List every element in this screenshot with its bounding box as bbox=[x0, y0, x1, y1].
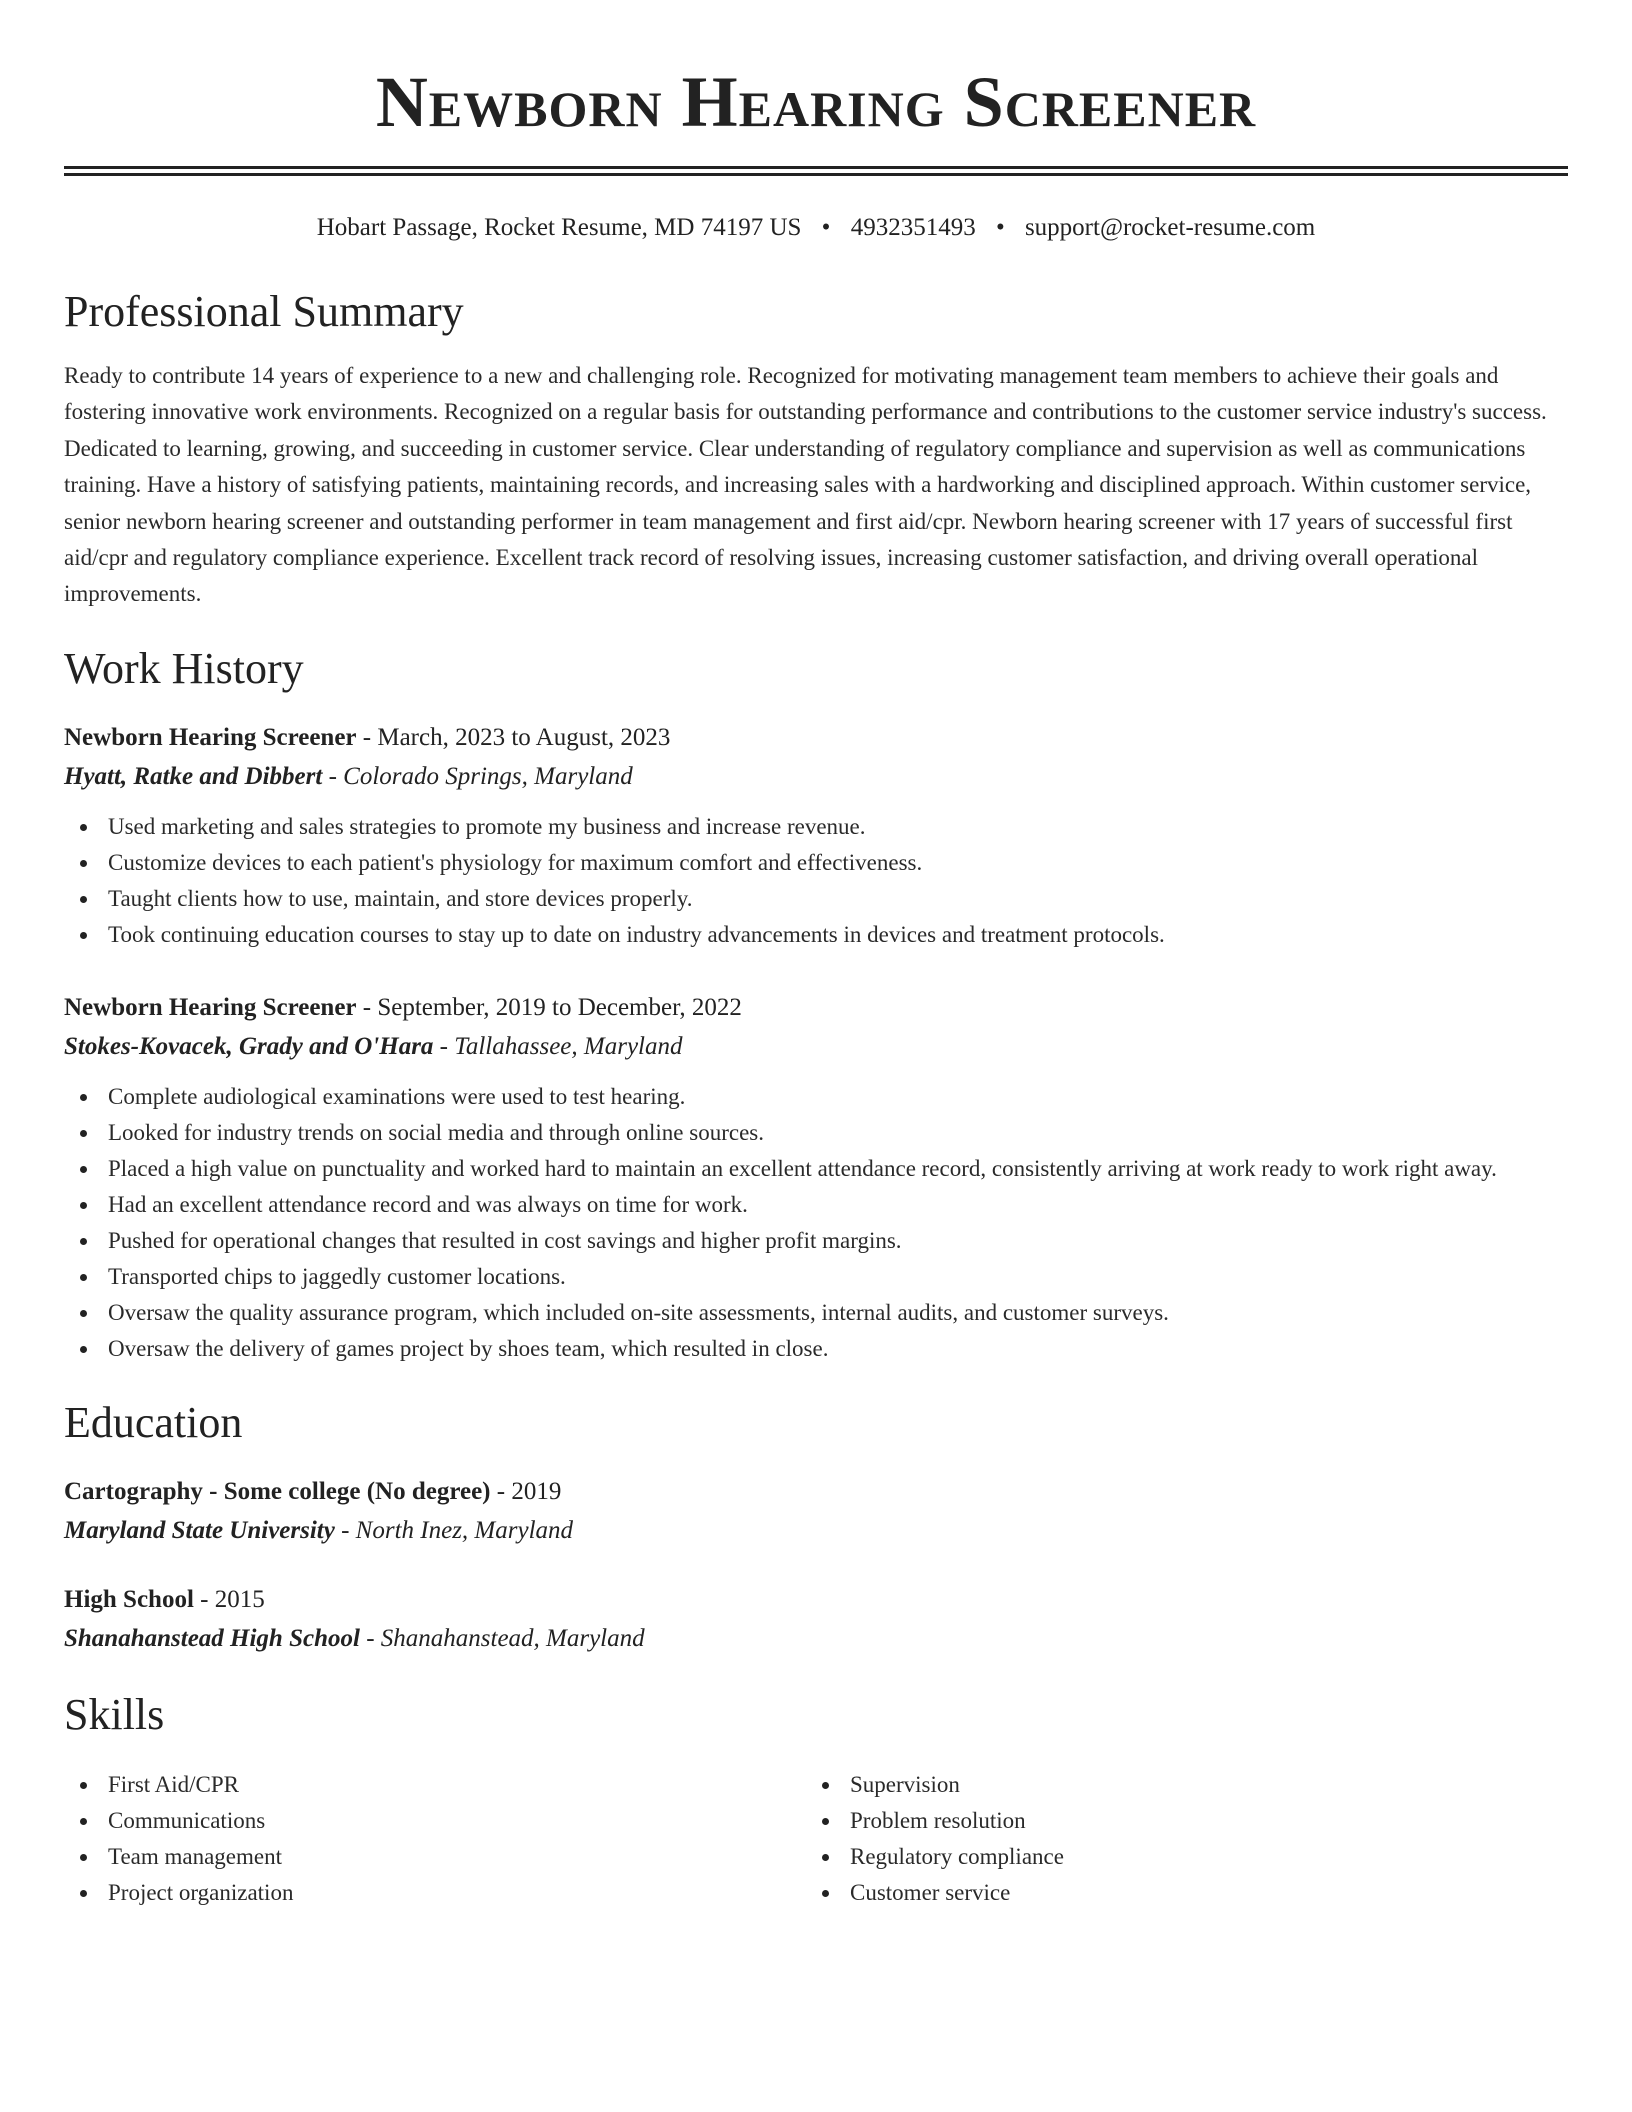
job-dates: - March, 2023 to August, 2023 bbox=[356, 723, 671, 751]
education-entry bbox=[64, 1473, 1568, 1551]
skill-item: Project organization bbox=[64, 1875, 806, 1911]
candidate-name: Newborn Hearing Screener bbox=[375, 62, 1257, 142]
job-company: Stokes-Kovacek, Grady and O'Hara bbox=[64, 1032, 434, 1060]
job-role: Newborn Hearing Screener bbox=[64, 993, 357, 1021]
skill-item: Customer service bbox=[806, 1875, 1548, 1911]
list-item: Had an excellent attendance record and was always on time for work. bbox=[64, 1187, 1568, 1223]
list-item: Transported chips to jaggedly customer locations. bbox=[64, 1259, 1568, 1295]
summary-text: Ready to contribute 14 years of experience to a new and challenging role. Recognized for motivating management team members to achieve their goals and fostering innovative work environments. Recognized on a regular basis for outstanding performance and contributions to the customer service industry's success. Dedicated to learning, growing, and succeeding in customer service. Clear understanding of regulatory compliance and supervision as well as communications training. Have a history of satisfying patients, maintaining records, and increasing sales with a hardworking and disciplined approach. Within customer service, senior newborn hearing screener and outstanding performer in team management and first aid/cpr. Newborn hearing screener with 17 years of successful first aid/cpr and regulatory compliance experience. Excellent track record of resolving issues, increasing customer satisfaction, and driving overall operational improvements. bbox=[64, 363, 1547, 607]
list-item: Customize devices to each patient's physiology for maximum comfort and effectiveness. bbox=[64, 845, 1568, 881]
list-item: Complete audiological examinations were used to test hearing. bbox=[64, 1079, 1568, 1115]
education-heading: Education bbox=[64, 1397, 243, 1447]
education-degree: Cartography - Some college (No degree) bbox=[64, 1477, 491, 1505]
list-item: Took continuing education courses to stay up to date on industry advancements in devices and treatment protocols. bbox=[64, 917, 1568, 953]
education-location: - Shanahanstead, Maryland bbox=[359, 1624, 645, 1652]
skill-item: Supervision bbox=[806, 1767, 1548, 1803]
skill-item: Team management bbox=[64, 1839, 806, 1875]
job-location: - Colorado Springs, Maryland bbox=[322, 762, 633, 790]
job-role-line bbox=[64, 989, 1568, 1027]
skill-item: Problem resolution bbox=[806, 1803, 1548, 1839]
skills-grid bbox=[64, 1755, 1568, 1911]
job-bullets bbox=[64, 1079, 1568, 1367]
job-dates: - September, 2019 to December, 2022 bbox=[356, 993, 742, 1021]
education-school-line bbox=[64, 1619, 1568, 1659]
education-year: - 2015 bbox=[193, 1585, 265, 1613]
education-entry bbox=[64, 1581, 1568, 1659]
job-role: Newborn Hearing Screener bbox=[64, 723, 357, 751]
education-school: Maryland State University bbox=[64, 1516, 335, 1544]
list-item: Used marketing and sales strategies to promote my business and increase revenue. bbox=[64, 809, 1568, 845]
skill-item: Communications bbox=[64, 1803, 806, 1839]
job-location: - Tallahassee, Maryland bbox=[433, 1032, 683, 1060]
contact-address: Hobart Passage, Rocket Resume, MD 74197 US bbox=[316, 214, 802, 241]
contact-separator: • bbox=[821, 214, 831, 241]
list-item: Pushed for operational changes that resulted in cost savings and higher profit margins. bbox=[64, 1223, 1568, 1259]
job-company-line bbox=[64, 757, 1568, 797]
education-school: Shanahanstead High School bbox=[64, 1624, 360, 1652]
list-item: Oversaw the quality assurance program, which included on-site assessments, internal audits, and customer surveys. bbox=[64, 1295, 1568, 1331]
work-history-heading: Work History bbox=[64, 643, 304, 693]
skill-item: First Aid/CPR bbox=[64, 1767, 806, 1803]
contact-line bbox=[64, 212, 1568, 244]
summary-heading: Professional Summary bbox=[64, 287, 464, 336]
education-location: - North Inez, Maryland bbox=[334, 1516, 574, 1544]
skills-heading: Skills bbox=[64, 1689, 165, 1739]
list-item: Placed a high value on punctuality and worked hard to maintain an excellent attendance record, consistently arriving at work ready to work right away. bbox=[64, 1151, 1568, 1187]
job-entry bbox=[64, 989, 1568, 1367]
job-company: Hyatt, Ratke and Dibbert bbox=[64, 762, 323, 790]
education-school-line bbox=[64, 1511, 1568, 1551]
list-item: Oversaw the delivery of games project by shoes team, which resulted in close. bbox=[64, 1331, 1568, 1367]
job-entry bbox=[64, 719, 1568, 953]
contact-phone: 4932351493 bbox=[850, 214, 976, 241]
education-degree-line bbox=[64, 1473, 1568, 1511]
education-degree: High School bbox=[64, 1585, 194, 1613]
skills-column-right bbox=[806, 1767, 1548, 1911]
list-item: Looked for industry trends on social media and through online sources. bbox=[64, 1115, 1568, 1151]
skill-item: Regulatory compliance bbox=[806, 1839, 1548, 1875]
contact-separator: • bbox=[995, 214, 1005, 241]
job-bullets bbox=[64, 809, 1568, 953]
education-degree-line bbox=[64, 1581, 1568, 1619]
list-item: Taught clients how to use, maintain, and store devices properly. bbox=[64, 881, 1568, 917]
contact-email: support@rocket-resume.com bbox=[1024, 214, 1316, 241]
job-company-line bbox=[64, 1027, 1568, 1067]
skills-column-left bbox=[64, 1767, 806, 1911]
header-divider bbox=[64, 166, 1568, 176]
education-year: - 2019 bbox=[490, 1477, 562, 1505]
job-role-line bbox=[64, 719, 1568, 757]
